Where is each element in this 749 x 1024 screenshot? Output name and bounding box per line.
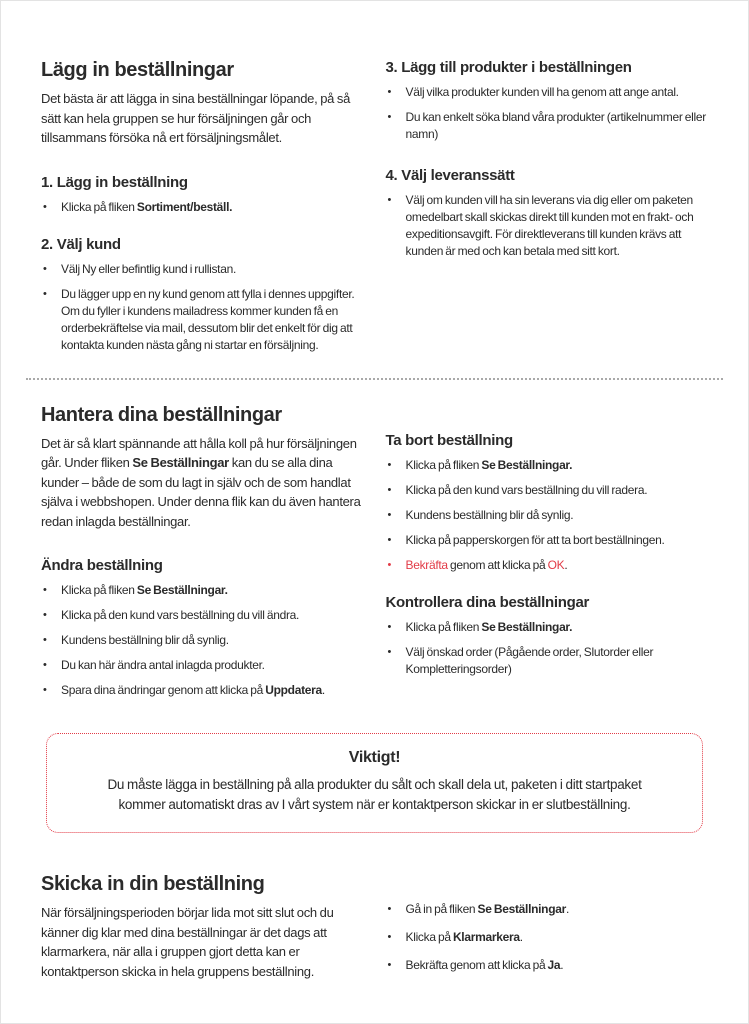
- send-right-column: [386, 873, 709, 985]
- bullet-item: [386, 507, 709, 524]
- group-check-orders: [386, 594, 709, 678]
- text-segment: Klicka på fliken: [405, 457, 482, 472]
- bullet-text: [406, 192, 709, 260]
- bullet-item: [41, 607, 364, 624]
- text-segment: .: [519, 930, 523, 944]
- step-2-bullets: [41, 261, 364, 354]
- step-3-bullets: [386, 84, 709, 143]
- text-segment: Du kan här ändra antal inlagda produkter.: [61, 658, 265, 672]
- text-segment: Sortiment/beställ.: [136, 199, 233, 214]
- manage-right-column: [386, 404, 709, 708]
- text-segment: kan du se alla dina kunder – både de som du lagt in själv och de som handlat själva i webbshopen. Under denna flik kan du även hantera redan inlagda beställningar.: [41, 455, 361, 529]
- text-segment: Klicka på den kund vars beställning du vill ändra.: [61, 608, 300, 622]
- bullet-item: [386, 557, 709, 574]
- text-segment: .: [321, 683, 325, 697]
- bullet-item: [41, 261, 364, 278]
- bullet-marker: •: [387, 508, 392, 521]
- step-3-heading: 3. Lägg till produkter i beställningen: [385, 59, 632, 76]
- text-segment: genom att klicka på: [447, 557, 548, 572]
- step-4-heading: 4. Välj leveranssätt: [385, 167, 515, 184]
- step-1-bullets: [41, 199, 364, 216]
- bullet-marker: •: [43, 659, 47, 671]
- bullet-marker: •: [387, 931, 392, 943]
- send-bullets: [386, 901, 709, 974]
- place-orders-intro: Det bästa är att lägga in sina beställningar löpande, på så sätt kan hela gruppen se hur försäljningen går och tillsammans försöka nå ert försäljningsmålet.: [41, 91, 351, 145]
- delete-order-heading: Ta bort beställning: [385, 431, 513, 449]
- bullet-text: [61, 632, 364, 649]
- bullet-text: [406, 619, 709, 636]
- text-segment: Du kan enkelt söka bland våra produkter (artikelnummer eller namn): [405, 110, 706, 141]
- text-segment: Bekräfta genom att klicka på: [405, 958, 548, 972]
- change-order-bullets: [41, 582, 364, 699]
- bullet-text: [406, 84, 709, 101]
- bullet-marker: •: [387, 533, 392, 546]
- section-manage-orders: [1, 380, 748, 708]
- send-intro: När försäljningsperioden börjar lida mot sitt slut och du känner dig klar med dina beställningar är det dags att klarmarkera, när alla i gruppen gjort detta kan er kontaktperson skicka in hela gruppens beställning.: [41, 905, 334, 979]
- text-segment: Klicka på papperskorgen för att ta bort beställningen.: [405, 532, 665, 547]
- bullet-item: [386, 929, 709, 946]
- bullet-marker: •: [387, 86, 392, 98]
- bullet-item: [386, 109, 709, 143]
- bullet-text: [406, 457, 709, 474]
- group-step-4: [386, 167, 709, 260]
- bullet-marker: •: [387, 194, 392, 206]
- delete-order-bullets: [386, 457, 709, 574]
- send-left-column: [41, 873, 364, 985]
- place-orders-title: Lägg in beställningar: [41, 59, 234, 81]
- bullet-item: [386, 192, 709, 260]
- text-segment: Välj önskad order (Pågående order, Slutorder eller Kompletteringsorder): [405, 644, 654, 676]
- text-segment: Klicka på fliken: [61, 583, 137, 597]
- bullet-text: [406, 929, 709, 946]
- group-step-3: [386, 59, 709, 143]
- bullet-marker: •: [43, 262, 47, 275]
- bullet-item: [386, 532, 709, 549]
- section-place-orders: [1, 1, 748, 362]
- send-title: Skicka in din beställning: [41, 873, 265, 895]
- text-segment: Spara dina ändringar genom att klicka på: [61, 683, 266, 697]
- text-segment: Klicka på den kund vars beställning du vill radera.: [405, 482, 648, 497]
- bullet-item: [386, 644, 709, 678]
- bullet-item: [386, 901, 709, 918]
- text-segment: Välj vilka produkter kunden vill ha genom att ange antal.: [405, 85, 679, 99]
- bullet-text: [61, 582, 364, 599]
- bullet-marker: •: [387, 111, 392, 123]
- text-segment: .: [560, 958, 564, 972]
- bullet-marker: •: [387, 620, 392, 633]
- important-text: Du måste lägga in beställning på alla produkter du sålt och skall dela ut, paketen i ditt startpaket kommer automatiskt dras av I vårt system när er kontaktperson skickar in er slutbeställning.: [107, 777, 642, 812]
- bullet-item: [386, 482, 709, 499]
- group-step-1: [41, 174, 364, 216]
- text-segment: Kundens beställning blir då synlig.: [61, 633, 229, 647]
- bullet-item: [41, 582, 364, 599]
- bullet-item: [41, 682, 364, 699]
- place-orders-left-column: [41, 59, 364, 362]
- manage-title: Hantera dina beställningar: [41, 403, 282, 426]
- bullet-marker: •: [387, 903, 392, 915]
- bullet-text: [61, 199, 364, 216]
- bullet-text: [61, 682, 364, 699]
- text-segment: Klicka på fliken: [405, 619, 482, 634]
- text-segment: Välj om kunden vill ha sin leverans via dig eller om paketen omedelbart skall skickas direkt till kunden mot en frakt- och expeditionsavgift. För direktleverans till kunden krävs att kunden är med och kan betala med sitt kort.: [405, 193, 694, 258]
- place-orders-right-column: [386, 59, 709, 362]
- text-segment: Uppdatera: [265, 683, 322, 697]
- bullet-text: [406, 532, 709, 549]
- text-segment: OK: [547, 557, 565, 572]
- bullet-item: [41, 199, 364, 216]
- bullet-text: [406, 482, 709, 499]
- step-1-heading: 1. Lägg in beställning: [41, 173, 188, 191]
- bullet-marker: •: [387, 483, 392, 496]
- group-step-2: [41, 236, 364, 354]
- text-segment: .: [564, 557, 568, 572]
- bullet-marker: •: [387, 645, 392, 658]
- text-segment: Klarmarkera: [452, 930, 520, 944]
- text-segment: Välj Ny eller befintlig kund i rullistan.: [61, 261, 236, 276]
- important-title: Viktigt!: [348, 749, 401, 766]
- bullet-marker: •: [387, 458, 392, 471]
- text-segment: Se Beställningar: [132, 455, 229, 470]
- group-delete-order: [386, 432, 709, 574]
- bullet-marker: •: [43, 200, 47, 213]
- text-segment: Det är så klart spännande att hålla koll på hur försäljningen går. Under fliken: [41, 435, 357, 470]
- bullet-item: [386, 84, 709, 101]
- manage-intro: [41, 434, 364, 532]
- step-2-heading: 2. Välj kund: [41, 235, 121, 253]
- bullet-marker: •: [43, 287, 47, 300]
- bullet-item: [41, 632, 364, 649]
- text-segment: Bekräfta: [405, 557, 448, 572]
- bullet-marker: •: [387, 558, 392, 571]
- bullet-text: [61, 607, 364, 624]
- text-segment: Klicka på: [405, 930, 453, 944]
- manage-left-column: [41, 404, 364, 708]
- text-segment: .: [565, 902, 570, 916]
- bullet-text: [406, 957, 709, 974]
- text-segment: Se Beställningar: [477, 902, 566, 916]
- text-segment: Se Beställningar.: [481, 457, 573, 472]
- text-segment: Ja: [547, 958, 561, 972]
- bullet-item: [41, 657, 364, 674]
- important-notice-box: [46, 733, 703, 833]
- bullet-marker: •: [43, 634, 47, 646]
- bullet-item: [41, 286, 364, 354]
- group-change-order: [41, 557, 364, 699]
- change-order-heading: Ändra beställning: [41, 557, 163, 574]
- bullet-text: [406, 644, 709, 678]
- bullet-item: [386, 957, 709, 974]
- step-4-bullets: [386, 192, 709, 260]
- bullet-marker: •: [43, 609, 47, 621]
- text-segment: Se Beställningar.: [481, 619, 573, 634]
- check-orders-heading: Kontrollera dina beställningar: [385, 593, 590, 611]
- bullet-marker: •: [387, 959, 392, 971]
- bullet-text: [61, 657, 364, 674]
- text-segment: Du lägger upp en ny kund genom att fylla i dennes uppgifter. Om du fyller i kundens mailadress kommer kunden få en orderbekräftelse via mail, dessutom blir det enkelt för dig att kontakta kunden nästa gång ni startar en försäljning.: [61, 286, 355, 352]
- bullet-item: [386, 619, 709, 636]
- text-segment: Gå in på fliken: [405, 902, 478, 916]
- section-send-order: [1, 833, 748, 985]
- bullet-marker: •: [43, 684, 47, 696]
- bullet-marker: •: [43, 584, 47, 596]
- bullet-text: [61, 261, 364, 278]
- bullet-item: [386, 457, 709, 474]
- bullet-text: [406, 901, 709, 918]
- bullet-text: [61, 286, 364, 354]
- text-segment: Se Beställningar.: [136, 583, 228, 597]
- check-orders-bullets: [386, 619, 709, 678]
- text-segment: Kundens beställning blir då synlig.: [405, 507, 574, 522]
- bullet-text: [406, 557, 709, 574]
- bullet-text: [406, 507, 709, 524]
- bullet-text: [406, 109, 709, 143]
- text-segment: Klicka på fliken: [61, 199, 137, 214]
